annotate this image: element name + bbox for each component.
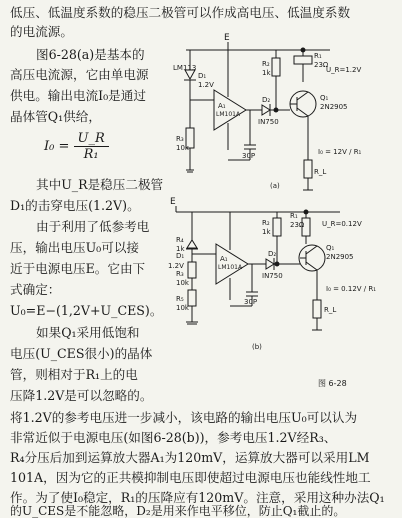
fig-b-amp-part: LM101A [218,264,243,271]
fig-b-r2: R₂ [262,219,270,227]
equation-1-denominator: R₁ [83,147,99,162]
intro-line-1: 低压、低温度系数的稳压二极管可以作成高电压、低温度系数 [10,5,351,20]
fig-a-zener-ref: LM113 [173,64,197,72]
fig-b-zener-v: 1.2V [168,262,184,270]
para-4-line-3: 管，则相对于R₁上的电 [10,367,138,382]
fig-b-caption: (b) [252,343,262,351]
fig-b-r1-val: 23Ω [290,221,305,229]
para-5-line-5: 作。为了使I₀稳定，R₁的压降应有120mV。注意，采用这种办法Q₁ [10,490,385,505]
para-1-line-4: 晶体管Q₁供给， [10,109,101,124]
para-2-line-2: D₁的击穿电压(1.2V)。 [10,198,140,213]
fig-a-zener-v: 1.2V [198,81,214,89]
intro-line-2: 的电流源。 [10,24,73,39]
fig-b-io: I₀ = 0.12V / R₁ [326,285,377,293]
para-3-line-3: 近于电源电压E。它由下 [10,261,146,276]
fig-a-r3: R₃ [176,135,184,143]
fig-a-amp-part: LM101A [216,111,241,118]
fig-b-diode-part: IN750 [262,272,283,280]
fig-a-r2-val: 1k [262,69,271,77]
equation-1-lhs: I₀ = [44,139,70,154]
fig-a-caption: (a) [270,182,280,190]
para-5-line-3: R₄分压后加到运算放大器A₁为120mV，运算放大器可以采用LM [10,450,370,465]
fig-b-r4: R₄ [176,236,184,244]
fig-a-q1: Q₁ [320,94,329,102]
fig-a-r3-val: 10k [176,144,189,152]
fig-b-load: R_L [324,306,337,314]
figure-label: 图 6-28 [318,379,347,388]
fig-b-r5: R₅ [176,295,184,303]
fig-a-r1: R₁ [314,52,322,60]
para-3-line-2: 压，输出电压U₀可以接 [10,240,140,255]
fig-b-r2-val: 1k [262,228,271,236]
equation-2: U₀=E−(1,2V+U_CES)。 [10,303,163,318]
para-5-line-4: 101A，因为它的正共模抑制电压即使超过电源电压也能线性地工 [10,470,371,485]
fig-b-q1-part: 2N2905 [326,253,354,261]
fig-b-supply: E [170,197,176,207]
fig-b-r1: R₁ [290,212,298,220]
para-2-line-1: 其中U_R是稳压二极管 [36,177,164,192]
fig-a-ur: U_R=1.2V [326,66,362,74]
para-5-line-2: 非常近似于电源电压(如图6-28(b))，参考电压1.2V经R₃、 [10,430,337,445]
fig-a-r2: R₂ [262,60,270,68]
para-1-line-3: 供电。输出电流I₀是通过 [10,88,146,103]
para-3-line-1: 由于利用了低参考电 [36,219,150,234]
fig-b-cap: 30P [244,298,258,306]
fig-b-r3: R₃ [176,270,184,278]
fig-a-cap: 30P [242,152,256,160]
para-1-line-2: 高压电流源，它由单电源 [10,67,149,82]
para-5-line-1: 将1.2V的参考电压进一步减小，该电路的输出电压U₀可以认为 [10,410,358,425]
fig-a-io: I₀ = 12V / R₁ [318,148,362,156]
fig-a-amp: A₁ [218,102,226,110]
para-1-line-1: 图6-28(a)是基本的 [36,47,145,62]
para-4-line-4: 压降1.2V是可以忽略的。 [10,388,153,403]
fig-b-ur: U_R=0.12V [322,220,362,228]
equation-1-fraction [74,131,109,162]
fig-b-r3-val: 10k [176,279,189,287]
equation-1 [44,131,109,162]
fig-a-q1-part: 2N2905 [320,103,348,111]
fig-b-r5-val: 10k [176,304,189,312]
fig-a-r1-val: 23Ω [314,61,329,69]
para-4-line-2: 电压(U_CES很小)的晶体 [10,346,153,361]
fig-b-amp: A₁ [220,255,228,263]
para-4-line-1: 如果Q₁采用低饱和 [36,325,140,340]
fig-b-q1: Q₁ [326,244,335,252]
fig-a-diode: D₂ [262,96,271,104]
para-3-line-4: 式确定： [10,282,61,297]
fig-a-diode-part: IN750 [258,118,279,126]
fig-a-load: R_L [314,168,327,176]
equation-1-numerator: U_R [74,131,109,147]
fig-b-r4-val: 1k [176,245,185,253]
fig-a-zener: D₁ [198,72,207,80]
fig-a-supply: E [224,33,230,43]
fig-b-diode: D₂ [268,250,277,258]
fig-b-zener: D₁ [176,252,185,260]
para-5-line-6: 的U_CES是不能忽略，D₂是用来作电平移位，防止Q₁截止的。 [10,504,346,518]
